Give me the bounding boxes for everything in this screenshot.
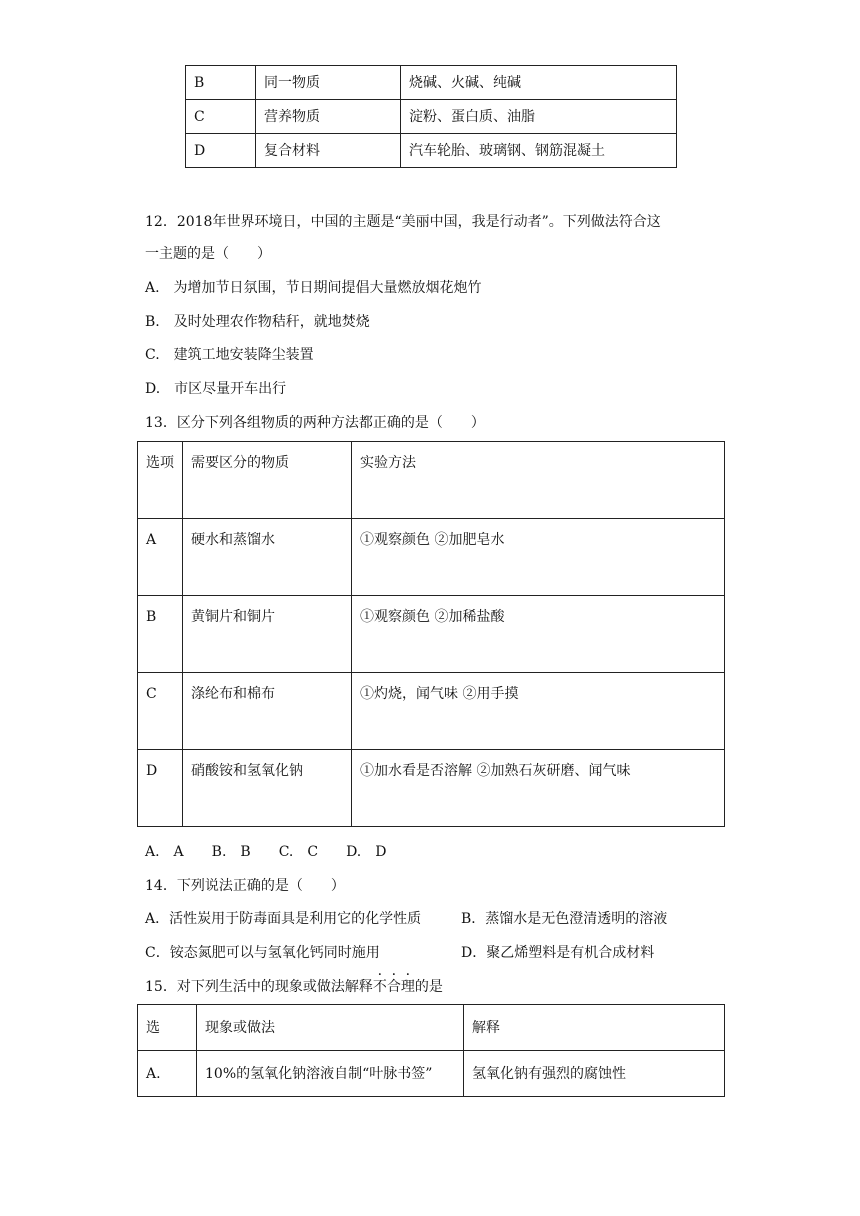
q15-explanation-cell: 氢氧化钠有强烈的腐蚀性 <box>464 1051 725 1097</box>
q15-stem-emphasis <box>373 979 415 995</box>
emphasis-char: 合 <box>386 979 401 995</box>
q13-substances-cell: 硝酸铵和氢氧化钠 <box>183 750 352 827</box>
q15-phenomenon-cell: 10%的氢氧化钠溶液自制“叶脉书签” <box>197 1051 464 1097</box>
q14-stem: 14．下列说法正确的是（ ） <box>145 878 345 894</box>
table-header-row <box>138 1005 725 1051</box>
q13-substances-cell: 硬水和蒸馏水 <box>183 519 352 596</box>
q13-option-cell: B <box>138 596 183 673</box>
q11-table <box>185 65 677 168</box>
table-row <box>186 66 677 100</box>
q11-option-cell: C <box>186 100 256 134</box>
emphasis-char: 理 <box>400 979 415 995</box>
q15-stem-suffix: 的是 <box>414 979 443 995</box>
table-row <box>186 100 677 134</box>
q11-category-cell: 营养物质 <box>256 100 401 134</box>
q12-option-a: A. 为增加节日氛围，节日期间提倡大量燃放烟花炮竹 <box>145 280 482 296</box>
q13-header-method: 实验方法 <box>352 442 725 519</box>
q13-option-cell: D <box>138 750 183 827</box>
q15-header-phenomenon: 现象或做法 <box>197 1005 464 1051</box>
q12-option-c: C. 建筑工地安装降尘装置 <box>145 347 314 363</box>
table-row <box>138 750 725 827</box>
q14-options-row1 <box>145 909 725 929</box>
q12-stem-line1: 12．2018年世界环境日，中国的主题是“美丽中国，我是行动者”。下列做法符合这 <box>145 214 661 230</box>
q13-option-cell: C <box>138 673 183 750</box>
q15-stem-prefix: 15．对下列生活中的现象或做法解释 <box>145 979 373 995</box>
q13-method-cell: ①观察颜色 ②加稀盐酸 <box>352 596 725 673</box>
q15-header-option: 选 <box>138 1005 197 1051</box>
table-row <box>186 134 677 168</box>
table-row <box>138 519 725 596</box>
q13-method-cell: ①灼烧，闻气味 ②用手摸 <box>352 673 725 750</box>
q11-items-cell: 汽车轮胎、玻璃钢、钢筋混凝土 <box>401 134 677 168</box>
q13-answer-choices: A. A B. B C. C D. D <box>145 844 387 860</box>
q12-stem-line2: 一主题的是（ ） <box>145 246 271 262</box>
q14-option-c: C．铵态氮肥可以与氢氧化钙同时施用 <box>145 945 380 961</box>
q15-stem <box>145 977 443 997</box>
q13-header-option: 选项 <box>138 442 183 519</box>
q13-method-cell: ①观察颜色 ②加肥皂水 <box>352 519 725 596</box>
q13-stem: 13．区分下列各组物质的两种方法都正确的是（ ） <box>145 415 485 431</box>
q14-option-d: D．聚乙烯塑料是有机合成材料 <box>461 945 655 961</box>
q13-substances-cell: 涤纶布和棉布 <box>183 673 352 750</box>
q14-option-a: A．活性炭用于防毒面具是利用它的化学性质 <box>145 911 422 927</box>
q12-option-d: D. 市区尽量开车出行 <box>145 381 287 397</box>
q13-header-substances: 需要区分的物质 <box>183 442 352 519</box>
table-row <box>138 673 725 750</box>
q13-method-cell: ①加水看是否溶解 ②加熟石灰研磨、闻气味 <box>352 750 725 827</box>
q15-table <box>137 1004 725 1097</box>
q13-table <box>137 441 725 827</box>
q11-option-cell: D <box>186 134 256 168</box>
table-row <box>138 596 725 673</box>
table-header-row <box>138 442 725 519</box>
q15-header-explanation: 解释 <box>464 1005 725 1051</box>
q13-substances-cell: 黄铜片和铜片 <box>183 596 352 673</box>
q11-category-cell: 复合材料 <box>256 134 401 168</box>
emphasis-char: 不 <box>372 979 387 995</box>
q11-items-cell: 淀粉、蛋白质、油脂 <box>401 100 677 134</box>
q14-option-b: B．蒸馏水是无色澄清透明的溶液 <box>461 911 668 927</box>
q15-option-cell: A. <box>138 1051 197 1097</box>
q14-options-row2 <box>145 943 725 963</box>
table-row <box>138 1051 725 1097</box>
q11-items-cell: 烧碱、火碱、纯碱 <box>401 66 677 100</box>
q12-option-b: B. 及时处理农作物秸秆，就地焚烧 <box>145 314 370 330</box>
q13-option-cell: A <box>138 519 183 596</box>
q11-option-cell: B <box>186 66 256 100</box>
q11-category-cell: 同一物质 <box>256 66 401 100</box>
